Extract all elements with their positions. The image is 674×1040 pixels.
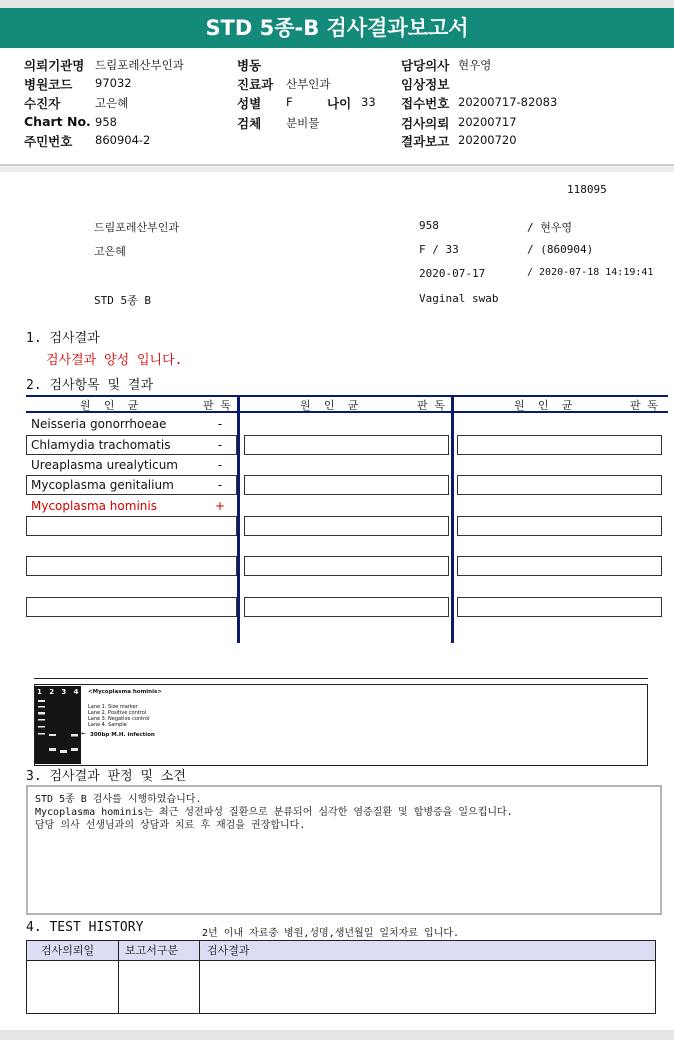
label-chart-no: Chart No. xyxy=(24,114,91,129)
gel-lane-numbers xyxy=(37,688,78,696)
table-divider-2 xyxy=(451,395,454,643)
empty-cell xyxy=(457,475,662,495)
organism-result: - xyxy=(217,478,223,492)
label-clinical-info: 임상정보 xyxy=(401,77,450,92)
value-hospital-code: 97032 xyxy=(95,76,132,90)
summary-sex-age: F / 33 xyxy=(419,243,459,256)
organism-result: - xyxy=(217,458,223,472)
label-department: 진료과 xyxy=(237,77,274,92)
summary-clinic: 드림포레산부인과 xyxy=(94,221,180,234)
label-request-date: 검사의뢰 xyxy=(401,116,450,131)
organism-label: Ureaplasma urealyticum xyxy=(31,458,178,472)
label-patient: 수진자 xyxy=(24,96,61,111)
value-patient: 고은혜 xyxy=(95,96,129,110)
section4-note: 2년 이내 자료중 병원,성명,생년월일 일치자료 입니다. xyxy=(202,928,460,939)
header-organism-3: 원 인 균 xyxy=(514,399,573,412)
summary-doctor: / 현우영 xyxy=(527,221,573,234)
value-report-date: 20200720 xyxy=(458,133,517,147)
history-col-result: 검사결과 xyxy=(207,944,250,957)
empty-cell xyxy=(457,516,662,536)
summary-date-reported: / 2020-07-18 14:19:41 xyxy=(527,267,654,278)
label-specimen: 검체 xyxy=(237,116,262,131)
value-resident-no: 860904-2 xyxy=(95,133,151,147)
findings-box xyxy=(26,785,662,915)
organism-result-positive: + xyxy=(214,499,226,513)
gel-legend-line: Lane 2. Positive control xyxy=(88,710,147,716)
empty-cell xyxy=(26,516,237,536)
gel-top-rule xyxy=(34,678,648,679)
header-organism-1: 원 인 균 xyxy=(80,399,139,412)
finding-line: Mycoplasma hominis는 최근 성전파성 질환으로 분류되어 심각한 염증질환 및 합병증을 일으킵니다. xyxy=(35,807,513,818)
top-edge xyxy=(0,0,674,8)
empty-cell xyxy=(26,597,237,617)
organism-label: Mycoplasma genitalium xyxy=(31,478,174,492)
label-doctor: 담당의사 xyxy=(401,58,450,73)
history-col-divider xyxy=(199,941,200,1013)
label-ward: 병동 xyxy=(237,58,262,73)
header-organism-2: 원 인 균 xyxy=(300,399,359,412)
value-chart-no: 958 xyxy=(95,115,117,129)
summary-specimen: Vaginal swab xyxy=(419,292,499,305)
header-judge-3: 판 독 xyxy=(630,399,658,412)
value-institution: 드림포레산부인과 xyxy=(95,58,184,72)
label-report-date: 결과보고 xyxy=(401,134,450,149)
label-receipt-no: 접수번호 xyxy=(401,96,450,111)
report-title: STD 5종-B 검사결과보고서 xyxy=(0,8,674,48)
summary-patient: 고은혜 xyxy=(94,245,126,258)
lane-number: 2 xyxy=(49,688,55,696)
value-sex: F xyxy=(286,95,293,109)
empty-cell xyxy=(457,556,662,576)
section4-title: 4. TEST HISTORY xyxy=(26,920,144,935)
value-specimen: 분비물 xyxy=(286,116,320,130)
history-header-row xyxy=(27,941,655,961)
gel-band-label: 300bp M.H. infection xyxy=(90,732,155,738)
empty-cell xyxy=(244,597,449,617)
organism-label-positive: Mycoplasma hominis xyxy=(31,499,157,513)
gel-electrophoresis-image xyxy=(35,686,81,764)
label-age: 나이 xyxy=(327,96,352,111)
summary-chart: 958 xyxy=(419,219,439,232)
finding-line: STD 5종 B 검사를 시행하였습니다. xyxy=(35,794,202,805)
label-institution: 의뢰기관명 xyxy=(24,58,85,73)
gel-legend-line: Lane 3. Negative control xyxy=(88,716,150,722)
gel-legend-line: Lane 1. Size marker xyxy=(88,704,138,710)
empty-cell xyxy=(244,475,449,495)
report-code: 118095 xyxy=(567,183,607,196)
lane-number: 1 xyxy=(37,688,42,696)
organism-result: - xyxy=(217,438,223,452)
empty-cell xyxy=(244,556,449,576)
finding-line: 담당 의사 선생님과의 상담과 치료 후 재검을 권장합니다. xyxy=(35,820,306,831)
patient-info-panel xyxy=(0,48,674,166)
summary-test-name: STD 5종 B xyxy=(94,294,151,307)
empty-cell xyxy=(457,597,662,617)
label-resident-no: 주민번호 xyxy=(24,134,73,149)
divider-band xyxy=(0,166,674,172)
section1-title: 1. 검사결과 xyxy=(26,331,100,346)
section2-title: 2. 검사항목 및 결과 xyxy=(26,378,154,393)
gel-title: <Mycoplasma hominis> xyxy=(88,689,162,695)
history-col-request-date: 검사의뢰일 xyxy=(41,944,95,957)
value-age: 33 xyxy=(361,95,376,109)
section3-title: 3. 검사결과 판정 및 소견 xyxy=(26,769,186,784)
lane-number: 3 xyxy=(61,688,67,696)
history-col-report-type: 보고서구분 xyxy=(125,944,179,957)
lane-number: 4 xyxy=(73,688,79,696)
value-doctor: 현우영 xyxy=(458,58,492,72)
history-table xyxy=(26,940,656,1014)
summary-date-received: 2020-07-17 xyxy=(419,267,486,280)
organism-result: - xyxy=(217,417,223,431)
value-receipt-no: 20200717-82083 xyxy=(458,95,558,109)
empty-cell xyxy=(244,435,449,455)
organism-label: Neisseria gonorrhoeae xyxy=(31,417,167,431)
history-col-divider xyxy=(118,941,119,1013)
empty-cell xyxy=(457,435,662,455)
empty-cell xyxy=(244,516,449,536)
gel-legend-line: Lane 4. Sample xyxy=(88,722,127,728)
value-request-date: 20200717 xyxy=(458,115,517,129)
label-hospital-code: 병원코드 xyxy=(24,77,73,92)
organism-label: Chlamydia trachomatis xyxy=(31,438,171,452)
table-divider-1 xyxy=(237,395,240,643)
header-judge-1: 판 독 xyxy=(203,399,231,412)
gel-band-arrow: ← xyxy=(81,731,86,737)
empty-cell xyxy=(26,556,237,576)
section1-result: 검사결과 양성 입니다. xyxy=(46,353,183,368)
value-department: 산부인과 xyxy=(286,77,331,91)
header-judge-2: 판 독 xyxy=(417,399,445,412)
summary-id: / (860904) xyxy=(527,243,594,256)
bottom-edge xyxy=(0,1030,674,1040)
label-sex: 성별 xyxy=(237,96,262,111)
